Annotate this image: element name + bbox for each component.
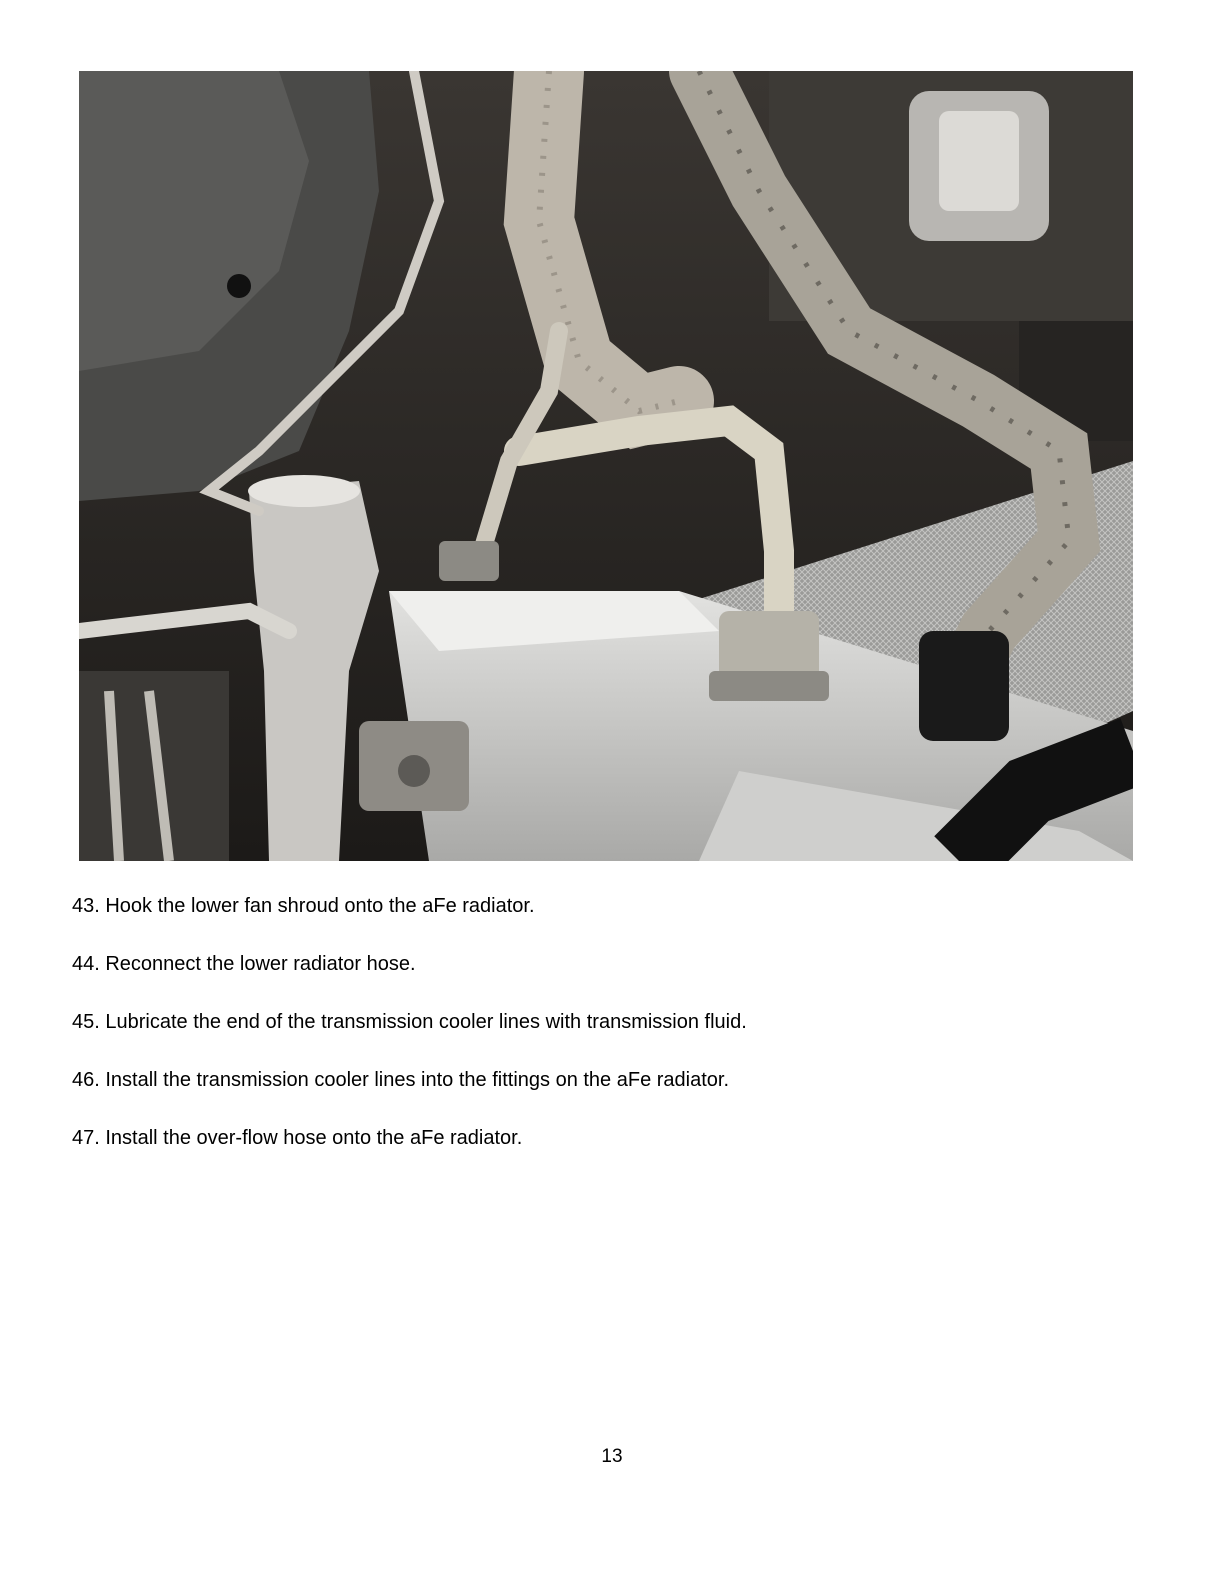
radiator-installation-photo [79, 71, 1133, 861]
instruction-steps [72, 892, 1152, 1182]
engine-bay-illustration [79, 71, 1133, 861]
step-46: 46. Install the transmission cooler lines into the fittings on the aFe radiator. [72, 1069, 730, 1091]
step-43: 43. Hook the lower fan shroud onto the aFe radiator. [72, 895, 535, 917]
step-47: 47. Install the over-flow hose onto the aFe radiator. [72, 1127, 523, 1149]
page-number: 13 [601, 1446, 623, 1467]
step-44: 44. Reconnect the lower radiator hose. [72, 953, 416, 975]
step-45: 45. Lubricate the end of the transmission cooler lines with transmission fluid. [72, 1011, 747, 1033]
